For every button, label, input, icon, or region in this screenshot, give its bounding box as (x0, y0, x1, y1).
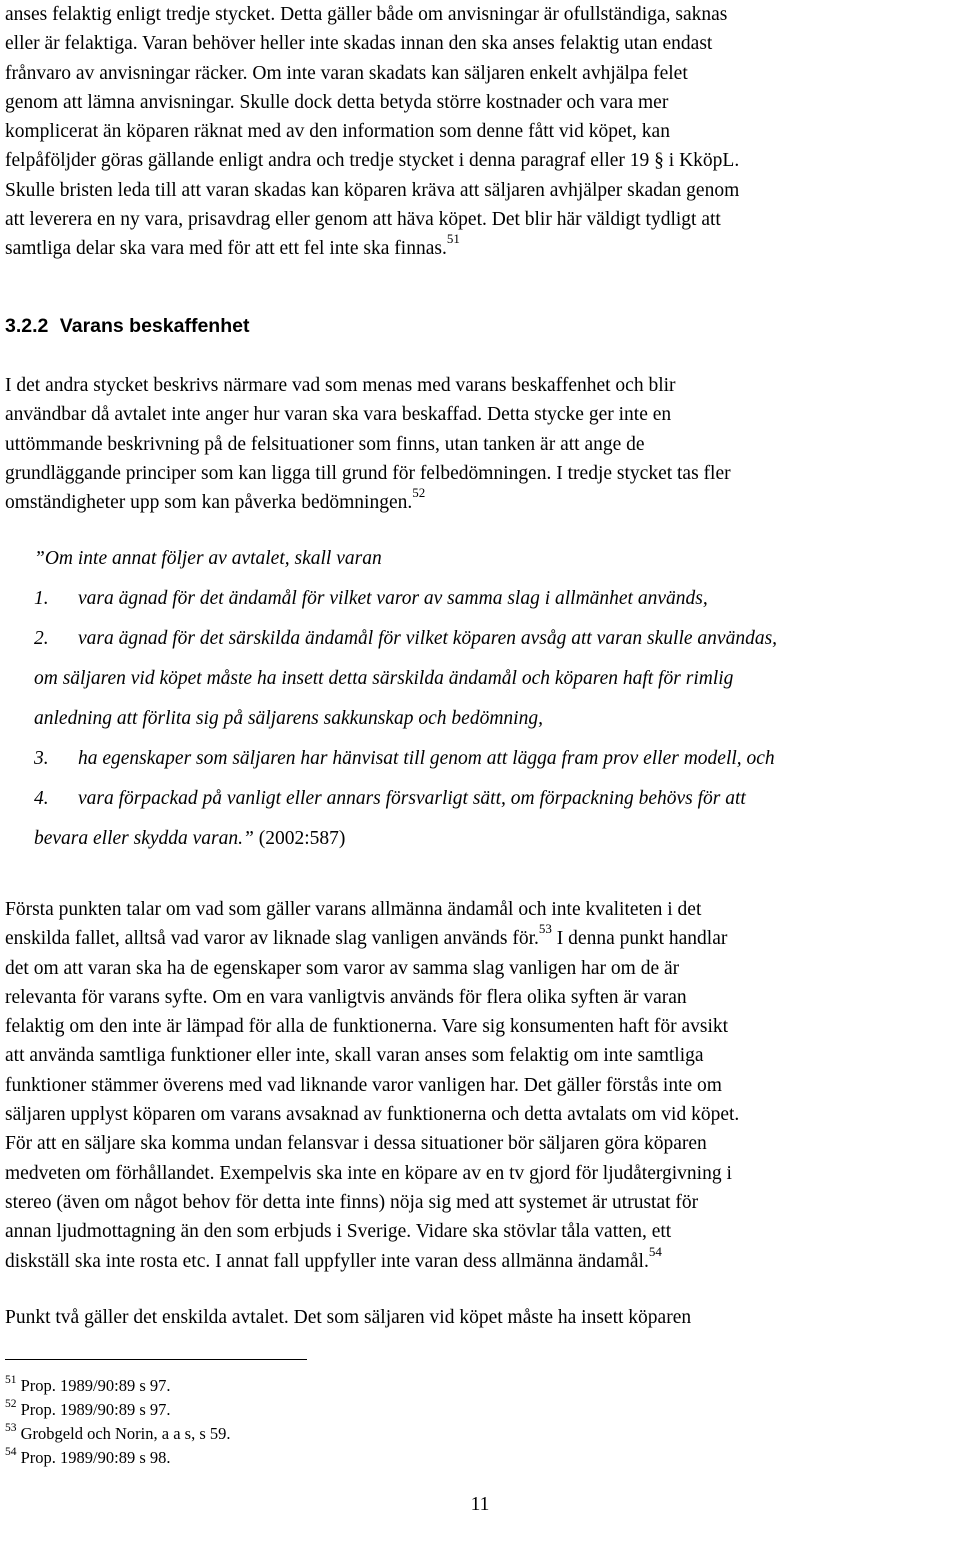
text-line-content: diskställ ska inte rosta etc. I annat fall uppfyller inte varan dess allmänna ändamål. (5, 1250, 649, 1272)
section-title: Varans beskaffenhet (59, 315, 250, 337)
text-line: eller är felaktiga. Varan behöver heller inte skadas innan den ska anses felaktig utan endast (5, 33, 713, 55)
footnote-ref: 54 (648, 1243, 662, 1259)
footnote (5, 1423, 231, 1445)
text-line: anses felaktig enligt tredje stycket. Detta gäller både om anvisningar är ofullständiga, saknas (5, 4, 728, 25)
quote-item-1 (34, 579, 934, 619)
text-line (5, 231, 957, 263)
quote-item-2 (34, 619, 934, 739)
quote-item-text: vara ägnad för det särskilda ändamål för vilket köparen avsåg att varan skulle användas, (78, 628, 778, 649)
text-line: medveten om förhållandet. Exempelvis ska inte en köpare av en tv gjord för ljudåtergivning i (5, 1162, 732, 1184)
paragraph-2 (5, 371, 957, 517)
text-line (5, 485, 957, 517)
text-line: I det andra stycket beskrivs närmare vad som menas med varans beskaffenhet och blir (5, 375, 676, 396)
quote-intro (34, 539, 934, 579)
text-line: säljaren upplyst köparen om varans avsaknad av funktionerna och detta avtalats om vid köpet. (5, 1104, 740, 1126)
text-line: För att en säljare ska komma undan felansvar i dessa situationer bör säljaren göra köparen (5, 1133, 707, 1155)
text-line: komplicerat än köparen räknat med av den information som denne fått vid köpet, kan (5, 121, 670, 143)
quote-item-line: om säljaren vid köpet måste ha insett detta särskilda ändamål och köparen haft för rimlig (34, 668, 734, 689)
text-line-content: omständigheter upp som kan påverka bedömningen. (5, 492, 413, 514)
quote-intro-text: ”Om inte annat följer av avtalet, skall varan (34, 548, 382, 569)
footnote-separator (5, 1359, 307, 1360)
footnote-text: Prop. 1989/90:89 s 97. (20, 1376, 171, 1395)
text-line-content: samtliga delar ska vara med för att ett fel inte ska finnas. (5, 238, 447, 260)
quote-item-line (34, 779, 934, 819)
quote-item-text: vara ägnad för det ändamål för vilket varor av samma slag i allmänhet används, (78, 588, 708, 609)
text-line: genom att lämna anvisningar. Skulle dock detta betyda större kostnader och vara mer (5, 91, 669, 113)
paragraph-4 (5, 1303, 957, 1332)
text-line: uttömmande beskrivning på de felsituationer som finns, utan tanken är att ange de (5, 433, 645, 455)
text-line (5, 921, 957, 953)
quote-source: (2002:587) (258, 828, 346, 849)
quote-item-text: vara förpackad på vanligt eller annars försvarligt sätt, om förpackning behövs för att (78, 788, 746, 809)
footnote-text: Prop. 1989/90:89 s 98. (20, 1448, 171, 1467)
text-line: felpåföljder göras gällande enligt andra och tredje stycket i denna paragraf eller 19 § i KköpL. (5, 150, 740, 172)
quote-item-number: 3. (34, 748, 49, 769)
quote-item-number: 2. (34, 628, 49, 649)
text-line: grundläggande principer som kan ligga till grund för felbedömningen. I tredje stycket tas fler (5, 462, 731, 484)
footnote-number: 54 (5, 1446, 17, 1458)
quote-item-text: ha egenskaper som säljaren har hänvisat till genom att lägga fram prov eller modell, och (78, 748, 775, 769)
quote-item-3 (34, 739, 934, 779)
text-line: att leverera en ny vara, prisavdrag eller genom att häva köpet. Det blir här väldigt tydligt att (5, 209, 721, 231)
footnote-number: 53 (5, 1422, 17, 1434)
section-number: 3.2.2 (5, 315, 49, 337)
page-number: 11 (470, 1494, 490, 1515)
quote-item-text: bevara eller skydda varan.” (34, 828, 254, 849)
quote-item-line (34, 619, 934, 659)
footnote-ref: 52 (412, 485, 426, 501)
text-line: funktioner stämmer överens med vad liknande varor vanligen har. Det gäller förstås inte om (5, 1074, 722, 1096)
quote-item-line: anledning att förlita sig på säljarens sakkunskap och bedömning, (34, 708, 543, 729)
footnote-ref: 53 (538, 921, 552, 937)
quote-item-line (34, 819, 934, 859)
text-line (5, 1243, 957, 1276)
paragraph-1 (5, 0, 957, 264)
quote-item-number: 4. (34, 788, 49, 809)
footnote-text: Prop. 1989/90:89 s 97. (20, 1400, 171, 1419)
footnote-number: 52 (5, 1398, 17, 1410)
text-line: relevanta för varans syfte. Om en vara vanligtvis används för flera olika syften är varan (5, 986, 687, 1008)
text-line-content: I denna punkt handlar (551, 928, 728, 950)
quote-item-number: 1. (34, 588, 49, 609)
footnote-text: Grobgeld och Norin, a a s, s 59. (20, 1424, 231, 1443)
paragraph-3 (5, 895, 957, 1276)
quote-item-4 (34, 779, 934, 859)
text-line: annan ljudmottagning än den som erbjuds i Sverige. Vidare ska stövlar tåla vatten, ett (5, 1221, 672, 1243)
footnote-ref: 51 (446, 231, 460, 247)
footnote-number: 51 (5, 1374, 17, 1386)
section-heading (5, 313, 249, 339)
footnote (5, 1447, 171, 1469)
text-line: det om att varan ska ha de egenskaper som varor av samma slag vanligen har om de är (5, 957, 680, 979)
text-line: Skulle bristen leda till att varan skadas kan köparen kräva att säljaren avhjälper skadan genom (5, 179, 740, 201)
text-line: användbar då avtalet inte anger hur varan ska vara beskaffad. Detta stycke ger inte en (5, 404, 672, 426)
text-line-content: enskilda fallet, alltså vad varor av liknade slag vanligen används för. (5, 928, 539, 950)
text-line: Första punkten talar om vad som gäller varans allmänna ändamål och inte kvaliteten i det (5, 899, 702, 920)
text-line: att använda samtliga funktioner eller inte, skall varan anses som felaktig om inte samtliga (5, 1045, 704, 1067)
text-line: frånvaro av anvisningar räcker. Om inte varan skadats kan säljaren enkelt avhjälpa felet (5, 62, 688, 84)
footnote (5, 1375, 171, 1397)
footnote (5, 1399, 171, 1421)
text-line: felaktig om den inte är lämpad för alla de funktionerna. Vare sig konsumenten haft för avsikt (5, 1016, 729, 1038)
text-line: Punkt två gäller det enskilda avtalet. Det som säljaren vid köpet måste ha insett köparen (5, 1307, 692, 1328)
text-line: stereo (även om något behov för detta inte finns) nöja sig med att systemet är utrustat för (5, 1191, 699, 1213)
